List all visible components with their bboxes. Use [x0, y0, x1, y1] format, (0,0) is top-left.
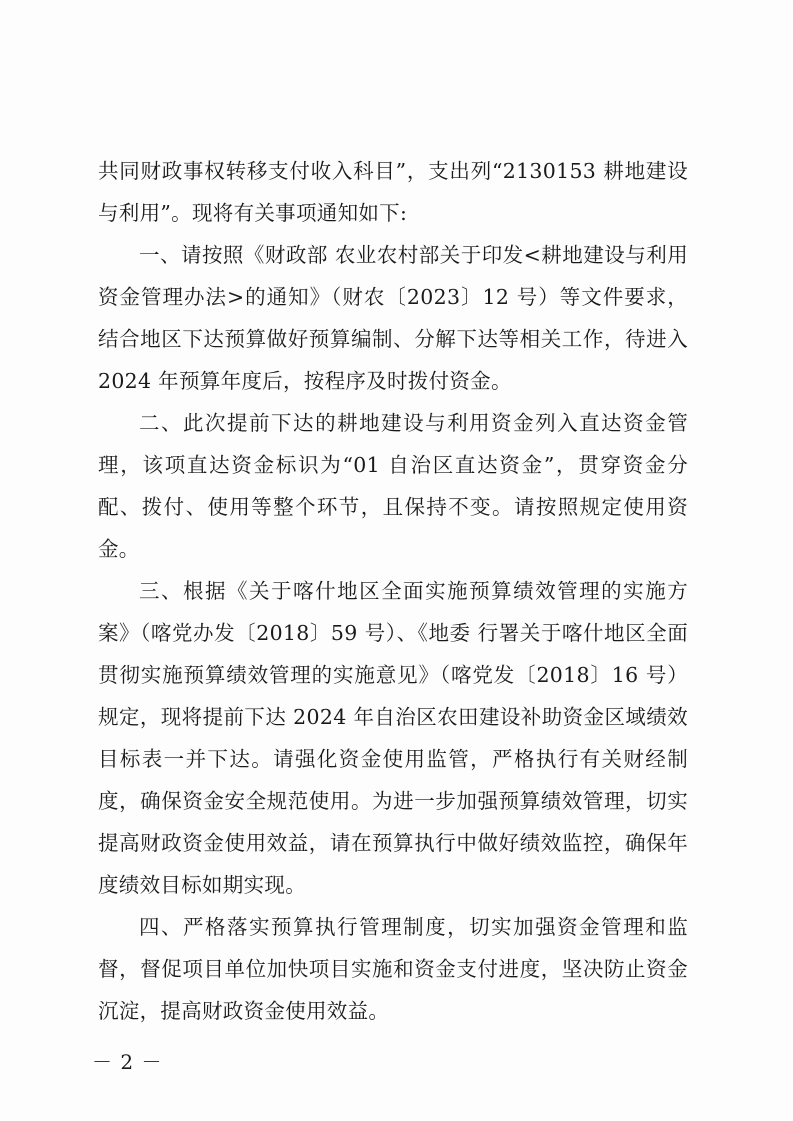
document-body [98, 150, 688, 1032]
paragraph-item-3: 三、根据《关于喀什地区全面实施预算绩效管理的实施方案》（喀党办发〔2018〕59 号）、《地委 行署关于喀什地区全面贯彻实施预算绩效管理的实施意见》（喀党发〔2018〕16 号）规定，现将提前下达 2024 年自治区农田建设补助资金区域绩效目标表一并下达。请强化资金使用监管，严格执行有关财经制度，确保资金安全规范使用。为进一步加强预算绩效管理，切实提高财政资金使用效益，请在预算执行中做好绩效监控，确保年度绩效目标如期实现。 [98, 579, 688, 897]
paragraph-item-4: 四、严格落实预算执行管理制度，切实加强资金管理和监督，督促项目单位加快项目实施和资金支付进度，坚决防止资金沉淀，提高财政资金使用效益。 [98, 915, 688, 1023]
page-number: － 2 － [92, 1050, 163, 1074]
paragraph-item-2: 二、此次提前下达的耕地建设与利用资金列入直达资金管理，该项直达资金标识为“01 自治区直达资金”，贯穿资金分配、拨付、使用等整个环节，且保持不变。请按照规定使用资金。 [98, 411, 688, 561]
paragraph-continuation: 共同财政事权转移支付收入科目”，支出列“2130153 耕地建设与利用”。现将有关事项通知如下: [98, 159, 688, 225]
paragraph-item-1: 一、请按照《财政部 农业农村部关于印发<耕地建设与利用资金管理办法>的通知》（财农〔2023〕12 号）等文件要求，结合地区下达预算做好预算编制、分解下达等相关工作，待进入 2024 年预算年度后，按程序及时拨付资金。 [98, 243, 688, 393]
